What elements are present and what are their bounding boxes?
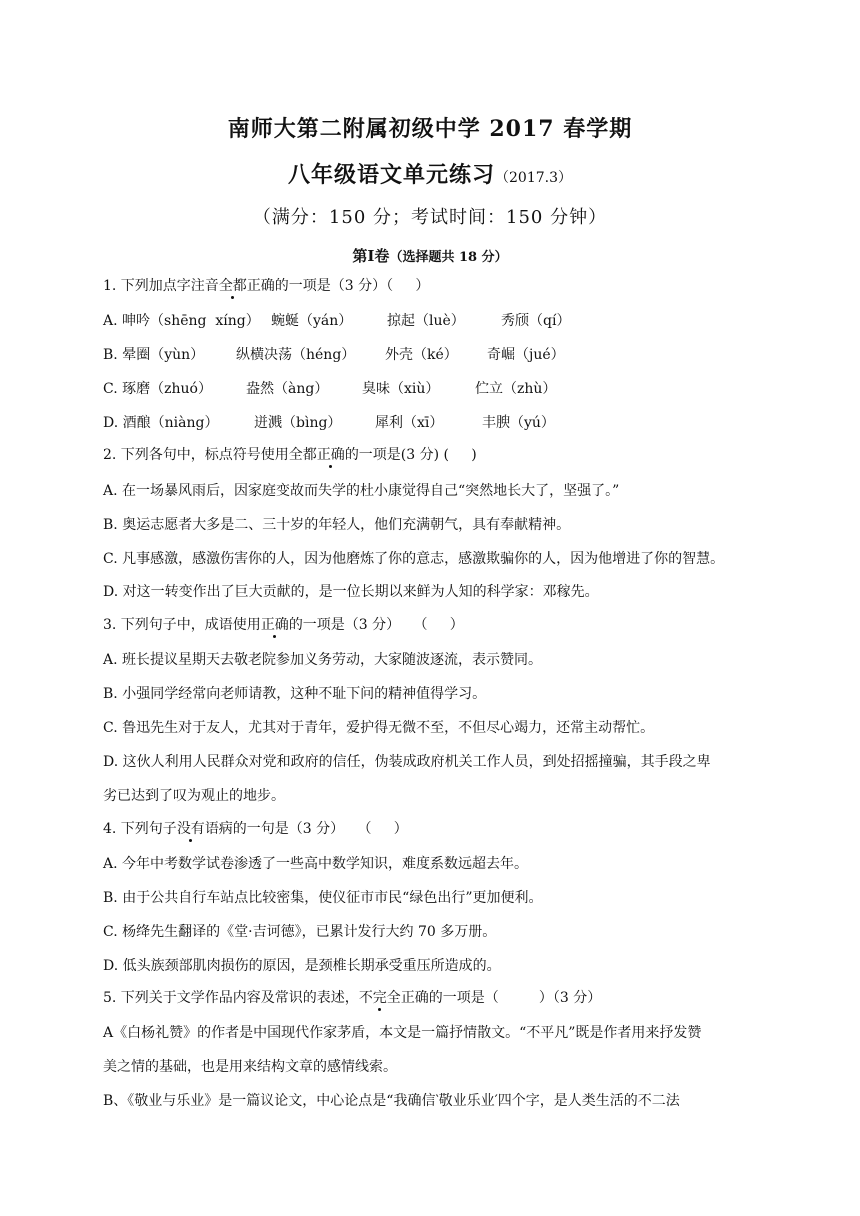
option-line: B. 奥运志愿者大多是二、三十岁的年轻人，他们充满朝气，具有奉献精神。: [103, 517, 571, 533]
option-line: D. 对这一转变作出了巨大贡献的，是一位长期以来鲜为人知的科学家：邓稼先。: [103, 584, 599, 600]
option-line: C. 鲁迅先生对于友人，尤其对于青年，爱护得无微不至，不但尽心竭力，还常主动帮忙。: [103, 720, 655, 736]
option-row: [103, 311, 570, 331]
option-line: D. 低头族颈部肌肉损伤的原因，是颈椎长期承受重压所造成的。: [103, 958, 501, 974]
exam-info: （满分：150 分；考试时间：150 分钟）: [252, 207, 608, 228]
option-line: C. 凡事感激，感激伤害你的人，因为他磨炼了你的意志，感激欺骗你的人，因为他增进了你的智慧。: [103, 551, 725, 567]
stem-text: 正确的一项是（ ）（3 分）: [400, 990, 602, 1006]
question-stem: [103, 615, 464, 635]
option-item: 蜿蜒（yán）: [271, 313, 353, 329]
stem-text: 的一项是（3 分） （ ）: [288, 617, 464, 633]
stem-text: 4. 下列句子: [103, 821, 177, 837]
exam-date: （2017.3）: [495, 170, 572, 186]
section-heading: [0, 245, 860, 266]
option-line: C. 杨绛先生翻译的《堂·吉诃德》，已累计发行大约 70 多万册。: [103, 924, 497, 940]
option-item: C. 琢磨（zhuó）: [103, 381, 212, 397]
exam-title: [0, 158, 860, 189]
question-stem: [103, 819, 408, 839]
option-line: B. 由于公共自行车站点比较密集，使仪征市市民“绿色出行”更加便利。: [103, 890, 543, 906]
option-row: [103, 345, 565, 365]
option-row: [103, 379, 556, 399]
stem-text: 1. 下列加点字注音: [103, 278, 219, 294]
option-line: 劣已达到了叹为观止的地步。: [103, 788, 285, 804]
stem-text: 2. 下列各句中，标点符号使用全都: [103, 447, 317, 463]
option-line: B. 小强同学经常向老师请教，这种不耻下问的精神值得学习。: [103, 686, 487, 702]
option-item: 臭味（xiù）: [362, 381, 440, 397]
option-line: A. 班长提议星期天去敬老院参加义务劳动，大家随波逐流，表示赞同。: [103, 652, 543, 668]
option-item: 盎然（àng）: [246, 381, 329, 397]
option-item: 奇崛（jué）: [487, 347, 565, 363]
question-stem: [103, 988, 601, 1008]
option-item: 掠起（luè）: [387, 313, 465, 329]
stem-text: 正确的一项是（3 分）（ ）: [246, 278, 430, 294]
stem-emphasis: 没有: [176, 821, 205, 837]
option-line: D. 这伙人利用人民群众对党和政府的信任，伪装成政府机关工作人员，到处招摇撞骗，其手段之卑: [103, 754, 711, 770]
option-item: D. 酒酿（niàng）: [103, 415, 219, 431]
stem-emphasis: 正确: [260, 617, 289, 633]
section-note: （选择题共 18 分）: [389, 250, 508, 265]
exam-title-main: 八年级语文单元练习: [287, 162, 495, 188]
option-line: B、《敬业与乐业》是一篇议论文，中心论点是“我确信‵敬业乐业′四个字，是人类生活的不二法: [103, 1093, 680, 1109]
option-line: A. 在一场暴风雨后，因家庭变故而失学的杜小康觉得自己“突然地长大了，坚强了。”: [103, 483, 620, 499]
stem-text: 3. 下列句子中，成语使用: [103, 617, 261, 633]
option-item: 纵横决荡（héng）: [236, 347, 356, 363]
option-item: 丰腴（yú）: [482, 415, 555, 431]
stem-text: 的一项是(3 分) ( ): [344, 447, 477, 463]
option-item: A. 呻吟（shēng xíng）: [103, 313, 260, 329]
option-item: B. 晕圈（yùn）: [103, 347, 205, 363]
option-item: 伫立（zhù）: [475, 381, 557, 397]
option-item: 秀颀（qí）: [501, 313, 571, 329]
stem-text: 语病的一句是（3 分） （ ）: [204, 821, 408, 837]
option-item: 外壳（ké）: [385, 347, 458, 363]
stem-emphasis: 全都: [218, 278, 247, 294]
question-stem: [103, 445, 477, 465]
option-item: 迸溅（bìng）: [254, 415, 342, 431]
stem-emphasis: 不完全: [358, 990, 401, 1006]
option-line: 美之情的基础，也是用来结构文章的感情线索。: [103, 1059, 397, 1075]
option-item: 犀利（xī）: [375, 415, 444, 431]
option-line: A《白杨礼赞》的作者是中国现代作家茅盾，本文是一篇抒情散文。“不平凡”既是作者用来抒发赞: [103, 1025, 702, 1041]
stem-text: 5. 下列关于文学作品内容及常识的表述，: [103, 990, 359, 1006]
option-row: [103, 413, 555, 433]
stem-emphasis: 正确: [316, 447, 345, 463]
section-title: 第Ⅰ卷: [352, 247, 390, 265]
school-title: 南师大第二附属初级中学 2017 春学期: [227, 116, 633, 142]
option-line: A. 今年中考数学试卷渗透了一些高中数学知识，难度系数远超去年。: [103, 856, 529, 872]
question-stem: [103, 276, 429, 296]
